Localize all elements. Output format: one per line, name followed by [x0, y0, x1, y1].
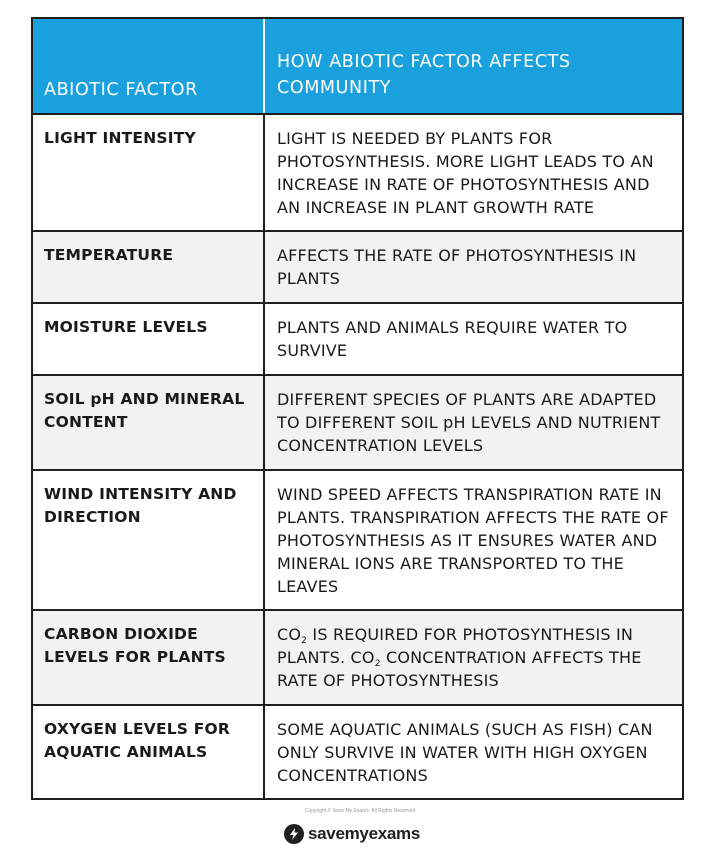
table-row — [33, 704, 682, 798]
effect-text: CONCENTRATION AFFECTS THE RATE OF PHOTOSYNTHESIS — [277, 648, 642, 690]
factor-text: AND MINERAL CONTENT — [44, 390, 245, 431]
effect-text: DIFFERENT SPECIES OF PLANTS ARE ADAPTED TO DIFFERENT SOIL — [277, 390, 657, 432]
lightning-bolt-icon — [284, 824, 304, 844]
header-how-affects-community: HOW ABIOTIC FACTOR AFFECTS COMMUNITY — [277, 52, 571, 98]
factor-cell: OXYGEN LEVELS FOR AQUATIC ANIMALS — [33, 706, 265, 798]
header-abiotic-factor — [33, 19, 265, 113]
copyright-notice: Copyright © Save My Exams. All Rights Reserved — [304, 808, 416, 814]
factor-cell: TEMPERATURE — [33, 232, 265, 302]
table-row — [33, 113, 682, 230]
factor-cell: CARBON DIOXIDE LEVELS FOR PLANTS — [33, 611, 265, 704]
effect-text: CO — [277, 625, 302, 644]
subscript-two: 2 — [301, 636, 308, 646]
table-row — [33, 230, 682, 302]
effect-text: LEVELS AND NUTRIENT CONCENTRATION LEVELS — [277, 413, 661, 455]
header-abiotic-factor-text: ABIOTIC FACTOR — [44, 80, 198, 100]
effect-cell: PLANTS AND ANIMALS REQUIRE WATER TO SURVIVE — [277, 318, 628, 360]
factor-cell: LIGHT INTENSITY — [33, 115, 265, 230]
table-header-row — [33, 19, 682, 113]
table-row — [33, 374, 682, 469]
abiotic-factors-table — [31, 17, 684, 800]
save-my-exams-logo[interactable] — [284, 821, 420, 847]
subscript-two: 2 — [374, 659, 381, 669]
ph-text: pH — [443, 413, 466, 432]
logo-text: savemyexams — [308, 824, 421, 843]
table-row — [33, 469, 682, 609]
factor-cell: WIND INTENSITY AND DIRECTION — [33, 471, 265, 609]
factor-cell — [33, 376, 265, 469]
effect-text: IS REQUIRED FOR PHOTOSYNTHESIS IN PLANTS. CO — [277, 625, 634, 667]
ph-text: pH — [90, 390, 115, 408]
effect-cell: AFFECTS THE RATE OF PHOTOSYNTHESIS IN PLANTS — [277, 246, 637, 288]
factor-cell: MOISTURE LEVELS — [33, 304, 265, 374]
effect-cell — [265, 611, 682, 704]
effect-cell — [265, 376, 682, 469]
table-row — [33, 302, 682, 374]
factor-text: SOIL — [44, 390, 91, 408]
effect-cell: WIND SPEED AFFECTS TRANSPIRATION RATE IN PLANTS. TRANSPIRATION AFFECTS THE RATE OF PHOTOSYNTHESIS AS IT ENSURES WATER AND MINERAL IONS ARE TRANSPORTED TO THE LEAVES — [277, 485, 669, 596]
effect-cell: SOME AQUATIC ANIMALS (SUCH AS FISH) CAN ONLY SURVIVE IN WATER WITH HIGH OXYGEN CONCENTRATIONS — [277, 720, 653, 785]
table-row — [33, 609, 682, 704]
effect-cell: LIGHT IS NEEDED BY PLANTS FOR PHOTOSYNTHESIS. MORE LIGHT LEADS TO AN INCREASE IN RATE OF PHOTOSYNTHESIS AND AN INCREASE IN PLANT GROWTH RATE — [277, 129, 654, 217]
